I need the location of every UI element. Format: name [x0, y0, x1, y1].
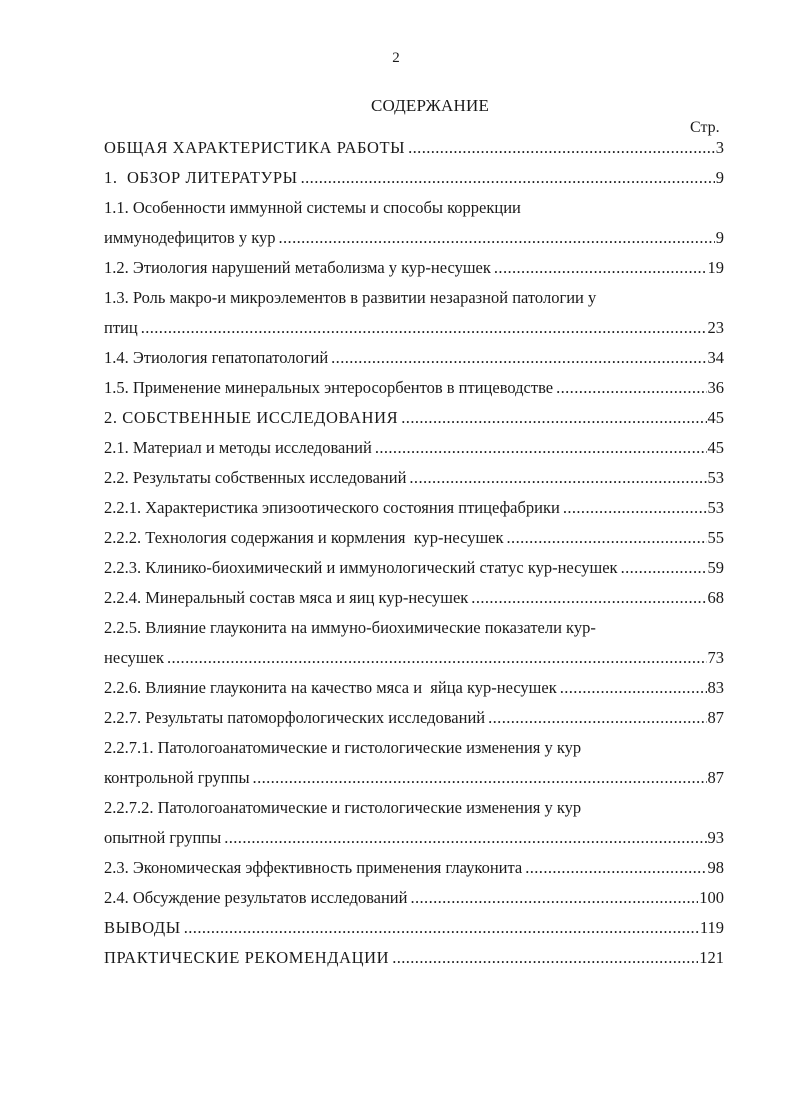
table-of-contents: [104, 133, 724, 973]
toc-entry-page: 3: [715, 138, 724, 157]
toc-entry: [104, 613, 724, 643]
toc-entry-text: 2.2.2. Технология содержания и кормления кур-несушек: [104, 528, 504, 547]
toc-entry-text: 2.4. Обсуждение результатов исследований: [104, 888, 408, 907]
toc-entry-page: 100: [699, 888, 724, 907]
toc-entry-text: 2.2.7.2. Патологоанатомические и гистологические изменения у кур: [104, 798, 582, 817]
page-number: 2: [392, 50, 400, 66]
dot-leader: [560, 493, 707, 523]
dot-leader: [618, 553, 707, 583]
toc-entry-text: ВЫВОДЫ: [104, 918, 181, 937]
dot-leader: [298, 163, 715, 193]
toc-entry-text: 2.2.4. Минеральный состав мяса и яиц кур-несушек: [104, 588, 469, 607]
toc-entry: [104, 853, 724, 883]
dot-leader: [164, 643, 707, 673]
dot-leader: [557, 673, 707, 703]
toc-entry-page: 87: [707, 708, 724, 727]
page-column-label: Стр.: [690, 119, 720, 136]
toc-entry-text: 1.3. Роль макро-и микроэлементов в развитии незаразной патологии у: [104, 288, 597, 307]
toc-entry: [104, 223, 724, 253]
toc-entry: [104, 163, 724, 193]
toc-entry: [104, 403, 724, 433]
toc-entry-page: 34: [707, 348, 724, 367]
toc-entry-page: 55: [707, 528, 724, 547]
toc-entry-page: 45: [707, 408, 724, 427]
toc-entry-text: 2.2.3. Клинико-биохимический и иммунологический статус кур-несушек: [104, 558, 618, 577]
toc-entry: [104, 823, 724, 853]
toc-entry: [104, 553, 724, 583]
toc-entry-text: ОБЩАЯ ХАРАКТЕРИСТИКА РАБОТЫ: [104, 138, 406, 157]
toc-entry: [104, 583, 724, 613]
dot-leader: [250, 763, 707, 793]
dot-leader: [221, 823, 706, 853]
toc-entry: [104, 343, 724, 373]
toc-entry: [104, 433, 724, 463]
toc-entry: [104, 133, 724, 163]
toc-entry-text: 2. СОБСТВЕННЫЕ ИССЛЕДОВАНИЯ: [104, 408, 399, 427]
dot-leader: [485, 703, 706, 733]
toc-entry-page: 36: [707, 378, 724, 397]
dot-leader: [181, 913, 699, 943]
toc-entry-page: 23: [707, 318, 724, 337]
toc-entry-text: 1. ОБЗОР ЛИТЕРАТУРЫ: [104, 168, 298, 187]
toc-title: СОДЕРЖАНИЕ: [370, 96, 490, 115]
dot-leader: [276, 223, 715, 253]
toc-entry: [104, 253, 724, 283]
toc-entry: [104, 373, 724, 403]
dot-leader: [372, 433, 707, 463]
dot-leader: [328, 343, 706, 373]
toc-entry-page: 83: [707, 678, 724, 697]
toc-entry-page: 73: [707, 648, 724, 667]
toc-entry-text: птиц: [104, 318, 138, 337]
toc-entry-page: 119: [699, 918, 724, 937]
toc-entry-page: 9: [715, 228, 724, 247]
toc-entry-text: 1.2. Этиология нарушений метаболизма у кур-несушек: [104, 258, 491, 277]
dot-leader: [468, 583, 706, 613]
toc-entry: [104, 193, 724, 223]
dot-leader: [406, 463, 706, 493]
toc-entry-text: опытной группы: [104, 828, 222, 847]
toc-entry-text: 2.2.6. Влияние глауконита на качество мяса и яйца кур-несушек: [104, 678, 557, 697]
dot-leader: [407, 883, 698, 913]
toc-entry-text: контрольной группы: [104, 768, 250, 787]
toc-entry-text: 2.3. Экономическая эффективность применения глауконита: [104, 858, 523, 877]
toc-entry-text: иммунодефицитов у кур: [104, 228, 276, 247]
toc-entry-text: 2.1. Материал и методы исследований: [104, 438, 372, 457]
toc-entry: [104, 763, 724, 793]
dot-leader: [389, 943, 698, 973]
toc-entry-text: несушек: [104, 648, 164, 667]
toc-entry: [104, 913, 724, 943]
toc-entry-text: ПРАКТИЧЕСКИЕ РЕКОМЕНДАЦИИ: [104, 948, 390, 967]
toc-entry-text: 2.2.7.1. Патологоанатомические и гистологические изменения у кур: [104, 738, 582, 757]
toc-entry: [104, 643, 724, 673]
toc-entry-page: 87: [707, 768, 724, 787]
toc-entry: [104, 283, 724, 313]
toc-entry-page: 53: [707, 468, 724, 487]
toc-entry: [104, 493, 724, 523]
toc-entry-page: 19: [707, 258, 724, 277]
toc-entry-text: 1.4. Этиология гепатопатологий: [104, 348, 329, 367]
toc-entry-page: 121: [699, 948, 724, 967]
dot-leader: [522, 853, 706, 883]
dot-leader: [398, 403, 706, 433]
toc-entry-text: 2.2. Результаты собственных исследований: [104, 468, 407, 487]
toc-entry-text: 2.2.1. Характеристика эпизоотического состояния птицефабрики: [104, 498, 560, 517]
toc-entry: [104, 943, 724, 973]
toc-entry-page: 53: [707, 498, 724, 517]
toc-entry: [104, 793, 724, 823]
toc-entry-page: 68: [707, 588, 724, 607]
toc-entry-text: 1.5. Применение минеральных энтеросорбентов в птицеводстве: [104, 378, 554, 397]
toc-entry: [104, 313, 724, 343]
dot-leader: [504, 523, 707, 553]
toc-entry-page: 98: [707, 858, 724, 877]
dot-leader: [491, 253, 707, 283]
toc-entry: [104, 523, 724, 553]
dot-leader: [138, 313, 707, 343]
toc-entry-text: 2.2.5. Влияние глауконита на иммуно-биохимические показатели кур-: [104, 618, 596, 637]
toc-entry-page: 45: [707, 438, 724, 457]
toc-entry: [104, 463, 724, 493]
toc-entry: [104, 703, 724, 733]
dot-leader: [553, 373, 706, 403]
toc-entry: [104, 673, 724, 703]
toc-entry: [104, 883, 724, 913]
toc-entry-page: 93: [707, 828, 724, 847]
toc-entry-text: 2.2.7. Результаты патоморфологических исследований: [104, 708, 486, 727]
toc-entry-text: 1.1. Особенности иммунной системы и способы коррекции: [104, 198, 521, 217]
dot-leader: [405, 133, 715, 163]
toc-entry-page: 9: [715, 168, 724, 187]
toc-entry: [104, 733, 724, 763]
toc-entry-page: 59: [707, 558, 724, 577]
